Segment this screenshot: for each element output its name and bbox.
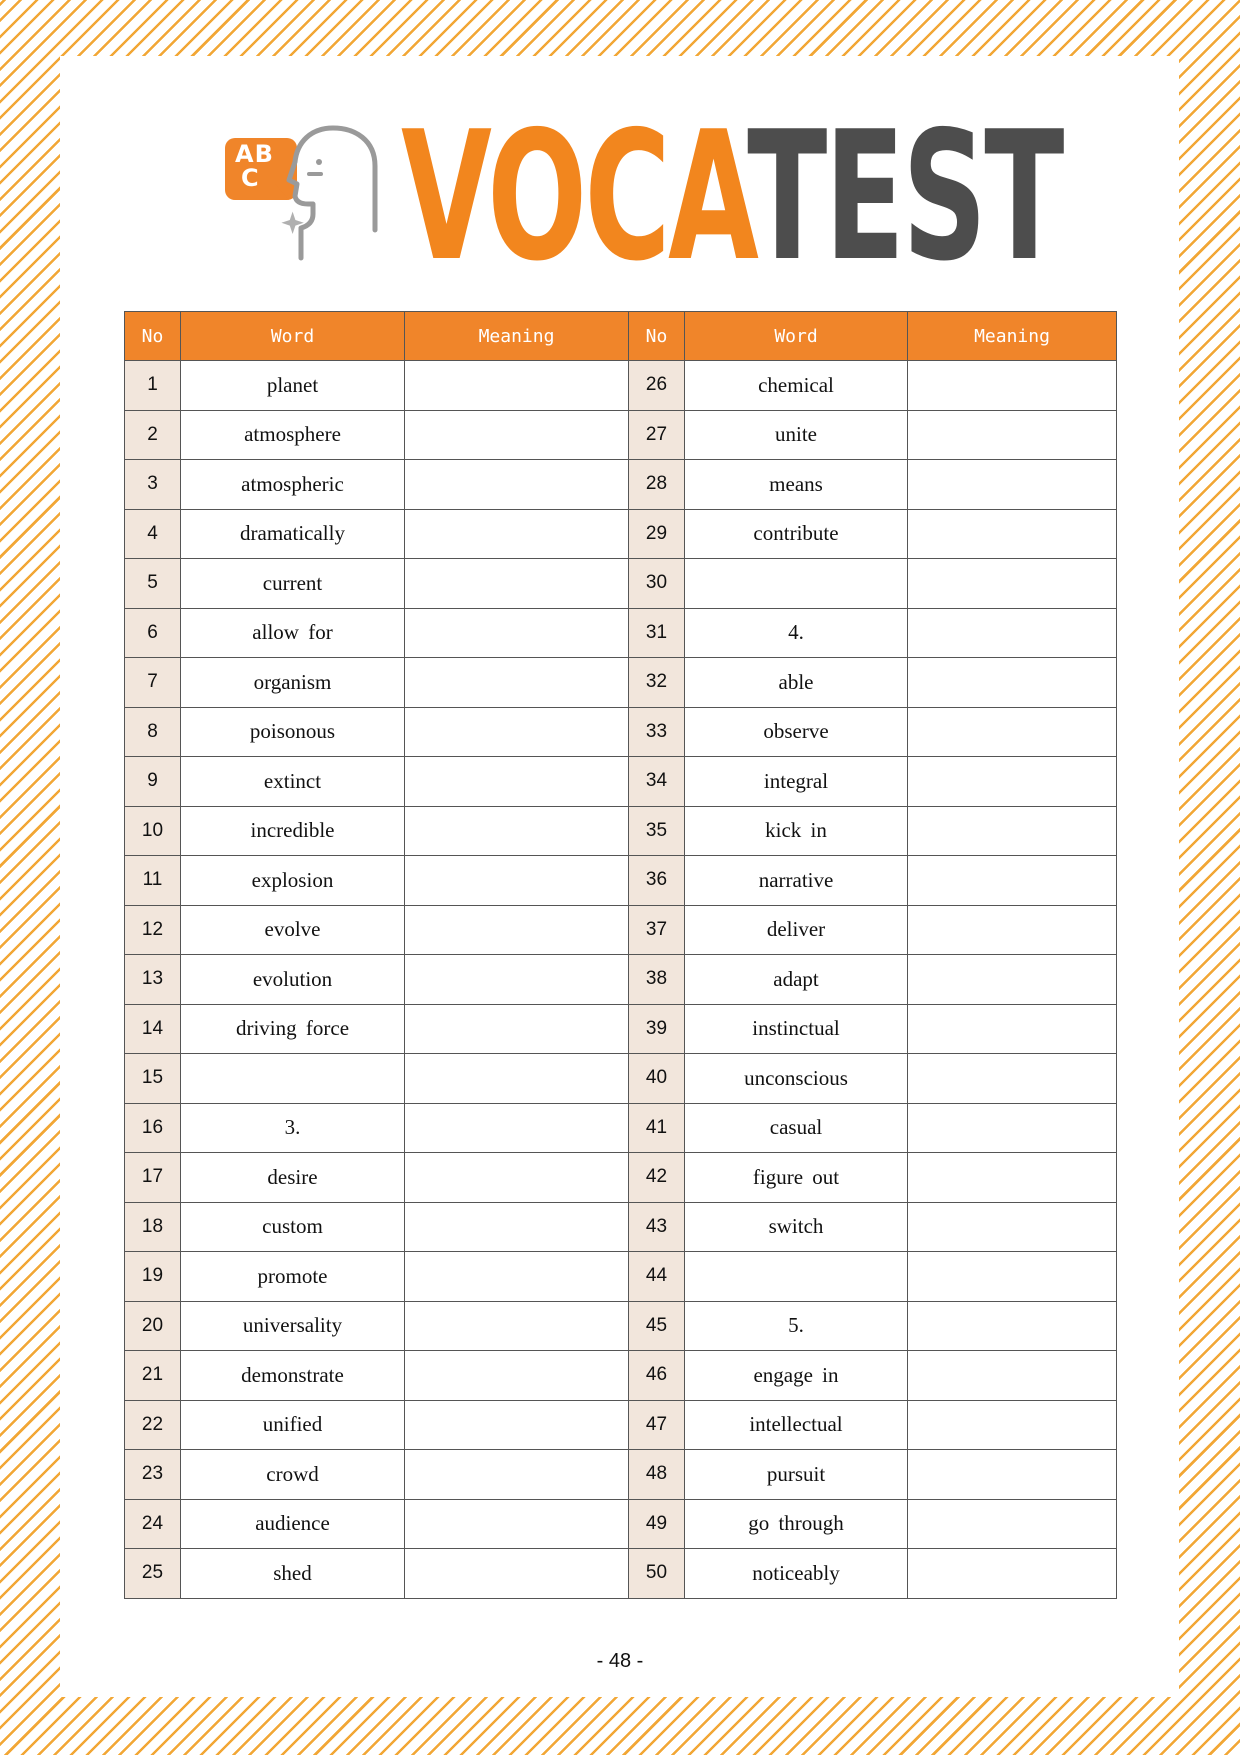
word-number-cell: 22	[125, 1400, 181, 1450]
word-cell: evolution	[181, 955, 405, 1005]
word-number-cell: 20	[125, 1301, 181, 1351]
table-row	[125, 559, 1117, 609]
meaning-answer-cell[interactable]	[908, 1351, 1117, 1401]
word-cell: universality	[181, 1301, 405, 1351]
meaning-answer-cell[interactable]	[405, 1351, 629, 1401]
meaning-answer-cell[interactable]	[908, 509, 1117, 559]
meaning-answer-cell[interactable]	[405, 1450, 629, 1500]
table-header-row	[125, 312, 1117, 361]
word-cell: kick in	[685, 806, 908, 856]
word-number-cell: 45	[629, 1301, 685, 1351]
meaning-answer-cell[interactable]	[908, 1252, 1117, 1302]
meaning-answer-cell[interactable]	[908, 559, 1117, 609]
meaning-answer-cell[interactable]	[405, 1549, 629, 1599]
word-cell: atmospheric	[181, 460, 405, 510]
vocatest-title	[401, 93, 1062, 300]
column-header-word: Word	[685, 312, 908, 361]
word-cell: 4.	[685, 608, 908, 658]
word-number-cell: 42	[629, 1153, 685, 1203]
meaning-answer-cell[interactable]	[908, 806, 1117, 856]
table-row	[125, 410, 1117, 460]
meaning-answer-cell[interactable]	[908, 1202, 1117, 1252]
word-cell: allow for	[181, 608, 405, 658]
table-row	[125, 608, 1117, 658]
table-row	[125, 658, 1117, 708]
column-header-word: Word	[181, 312, 405, 361]
word-number-cell: 21	[125, 1351, 181, 1401]
meaning-answer-cell[interactable]	[908, 757, 1117, 807]
meaning-answer-cell[interactable]	[908, 410, 1117, 460]
meaning-answer-cell[interactable]	[908, 1301, 1117, 1351]
word-cell: poisonous	[181, 707, 405, 757]
word-number-cell: 25	[125, 1549, 181, 1599]
word-cell: noticeably	[685, 1549, 908, 1599]
word-number-cell: 47	[629, 1400, 685, 1450]
meaning-answer-cell[interactable]	[405, 905, 629, 955]
meaning-answer-cell[interactable]	[908, 1103, 1117, 1153]
word-number-cell: 28	[629, 460, 685, 510]
meaning-answer-cell[interactable]	[908, 1153, 1117, 1203]
word-number-cell: 12	[125, 905, 181, 955]
word-number-cell: 29	[629, 509, 685, 559]
word-number-cell: 18	[125, 1202, 181, 1252]
table-row	[125, 1103, 1117, 1153]
word-cell: narrative	[685, 856, 908, 906]
word-cell: pursuit	[685, 1450, 908, 1500]
page-number: - 48 -	[596, 1650, 644, 1672]
word-cell: extinct	[181, 757, 405, 807]
word-number-cell: 31	[629, 608, 685, 658]
table-row	[125, 1450, 1117, 1500]
table-row	[125, 509, 1117, 559]
column-header-no: No	[629, 312, 685, 361]
word-number-cell: 39	[629, 1004, 685, 1054]
column-header-meaning: Meaning	[405, 312, 629, 361]
meaning-answer-cell[interactable]	[405, 559, 629, 609]
word-cell: shed	[181, 1549, 405, 1599]
word-number-cell: 11	[125, 856, 181, 906]
word-number-cell: 27	[629, 410, 685, 460]
word-number-cell: 33	[629, 707, 685, 757]
word-number-cell: 43	[629, 1202, 685, 1252]
meaning-answer-cell[interactable]	[908, 361, 1117, 411]
word-cell: crowd	[181, 1450, 405, 1500]
word-cell	[685, 559, 908, 609]
word-number-cell: 8	[125, 707, 181, 757]
meaning-answer-cell[interactable]	[405, 1202, 629, 1252]
meaning-answer-cell[interactable]	[405, 460, 629, 510]
word-number-cell: 26	[629, 361, 685, 411]
word-cell: go through	[685, 1499, 908, 1549]
meaning-answer-cell[interactable]	[405, 608, 629, 658]
word-number-cell: 7	[125, 658, 181, 708]
vocatest-logo	[225, 93, 1062, 300]
meaning-answer-cell[interactable]	[405, 1153, 629, 1203]
table-row	[125, 1054, 1117, 1104]
word-cell: explosion	[181, 856, 405, 906]
word-number-cell: 17	[125, 1153, 181, 1203]
word-cell: engage in	[685, 1351, 908, 1401]
word-cell: promote	[181, 1252, 405, 1302]
table-row	[125, 1153, 1117, 1203]
meaning-answer-cell[interactable]	[405, 1103, 629, 1153]
meaning-answer-cell[interactable]	[908, 1004, 1117, 1054]
meaning-answer-cell[interactable]	[405, 806, 629, 856]
word-cell: contribute	[685, 509, 908, 559]
meaning-answer-cell[interactable]	[908, 658, 1117, 708]
word-cell: adapt	[685, 955, 908, 1005]
meaning-answer-cell[interactable]	[405, 1004, 629, 1054]
word-cell: desire	[181, 1153, 405, 1203]
meaning-answer-cell[interactable]	[908, 856, 1117, 906]
word-number-cell: 1	[125, 361, 181, 411]
word-cell	[181, 1054, 405, 1104]
table-row	[125, 757, 1117, 807]
word-cell: chemical	[685, 361, 908, 411]
word-number-cell: 19	[125, 1252, 181, 1302]
word-cell: casual	[685, 1103, 908, 1153]
word-number-cell: 32	[629, 658, 685, 708]
word-number-cell: 49	[629, 1499, 685, 1549]
word-number-cell: 6	[125, 608, 181, 658]
word-number-cell: 50	[629, 1549, 685, 1599]
table-row	[125, 460, 1117, 510]
meaning-answer-cell[interactable]	[405, 509, 629, 559]
meaning-answer-cell[interactable]	[405, 707, 629, 757]
vocabulary-table	[124, 311, 1117, 1599]
table-row	[125, 1499, 1117, 1549]
word-number-cell: 9	[125, 757, 181, 807]
table-row	[125, 955, 1117, 1005]
word-cell: driving force	[181, 1004, 405, 1054]
word-cell: unite	[685, 410, 908, 460]
word-number-cell: 23	[125, 1450, 181, 1500]
table-row	[125, 1351, 1117, 1401]
meaning-answer-cell[interactable]	[908, 1549, 1117, 1599]
meaning-answer-cell[interactable]	[405, 361, 629, 411]
meaning-answer-cell[interactable]	[908, 1054, 1117, 1104]
table-row	[125, 707, 1117, 757]
word-cell: current	[181, 559, 405, 609]
word-number-cell: 2	[125, 410, 181, 460]
meaning-answer-cell[interactable]	[405, 410, 629, 460]
word-cell: atmosphere	[181, 410, 405, 460]
head-silhouette-icon	[263, 122, 383, 272]
title-voca: VOCA	[401, 93, 748, 300]
meaning-answer-cell[interactable]	[405, 1301, 629, 1351]
meaning-answer-cell[interactable]	[405, 1499, 629, 1549]
meaning-answer-cell[interactable]	[405, 856, 629, 906]
table-row	[125, 1252, 1117, 1302]
table-row	[125, 1400, 1117, 1450]
word-number-cell: 3	[125, 460, 181, 510]
meaning-answer-cell[interactable]	[405, 1054, 629, 1104]
word-number-cell: 16	[125, 1103, 181, 1153]
word-cell: audience	[181, 1499, 405, 1549]
table-body	[125, 361, 1117, 1599]
meaning-answer-cell[interactable]	[908, 707, 1117, 757]
word-cell: custom	[181, 1202, 405, 1252]
word-cell: integral	[685, 757, 908, 807]
word-number-cell: 14	[125, 1004, 181, 1054]
word-cell: unconscious	[685, 1054, 908, 1104]
word-cell: 5.	[685, 1301, 908, 1351]
word-cell: demonstrate	[181, 1351, 405, 1401]
badge-line-2: C	[241, 164, 260, 192]
word-number-cell: 34	[629, 757, 685, 807]
table-row	[125, 856, 1117, 906]
meaning-answer-cell[interactable]	[405, 757, 629, 807]
word-number-cell: 13	[125, 955, 181, 1005]
word-cell: evolve	[181, 905, 405, 955]
word-number-cell: 44	[629, 1252, 685, 1302]
word-cell: instinctual	[685, 1004, 908, 1054]
word-cell: 3.	[181, 1103, 405, 1153]
meaning-answer-cell[interactable]	[908, 460, 1117, 510]
word-number-cell: 48	[629, 1450, 685, 1500]
word-number-cell: 40	[629, 1054, 685, 1104]
meaning-answer-cell[interactable]	[405, 658, 629, 708]
table-row	[125, 1202, 1117, 1252]
table-row	[125, 1301, 1117, 1351]
meaning-answer-cell[interactable]	[908, 955, 1117, 1005]
table-row	[125, 1004, 1117, 1054]
meaning-answer-cell[interactable]	[908, 1450, 1117, 1500]
word-cell: means	[685, 460, 908, 510]
table-row	[125, 806, 1117, 856]
word-number-cell: 38	[629, 955, 685, 1005]
word-cell	[685, 1252, 908, 1302]
word-cell: intellectual	[685, 1400, 908, 1450]
word-number-cell: 35	[629, 806, 685, 856]
table-row	[125, 905, 1117, 955]
table-row	[125, 1549, 1117, 1599]
word-number-cell: 36	[629, 856, 685, 906]
badge-line-1: AB	[235, 140, 274, 168]
word-cell: incredible	[181, 806, 405, 856]
meaning-answer-cell[interactable]	[405, 1252, 629, 1302]
word-number-cell: 24	[125, 1499, 181, 1549]
word-cell: planet	[181, 361, 405, 411]
title-test: TEST	[747, 93, 1062, 300]
column-header-no: No	[125, 312, 181, 361]
word-number-cell: 30	[629, 559, 685, 609]
word-cell: able	[685, 658, 908, 708]
word-number-cell: 15	[125, 1054, 181, 1104]
meaning-answer-cell[interactable]	[405, 955, 629, 1005]
meaning-answer-cell[interactable]	[908, 1499, 1117, 1549]
word-cell: deliver	[685, 905, 908, 955]
word-cell: unified	[181, 1400, 405, 1450]
meaning-answer-cell[interactable]	[908, 905, 1117, 955]
word-number-cell: 10	[125, 806, 181, 856]
word-cell: figure out	[685, 1153, 908, 1203]
word-cell: observe	[685, 707, 908, 757]
meaning-answer-cell[interactable]	[908, 1400, 1117, 1450]
table-row	[125, 361, 1117, 411]
word-cell: organism	[181, 658, 405, 708]
word-cell: switch	[685, 1202, 908, 1252]
word-cell: dramatically	[181, 509, 405, 559]
word-number-cell: 5	[125, 559, 181, 609]
meaning-answer-cell[interactable]	[405, 1400, 629, 1450]
column-header-meaning: Meaning	[908, 312, 1117, 361]
word-number-cell: 46	[629, 1351, 685, 1401]
word-number-cell: 37	[629, 905, 685, 955]
word-number-cell: 41	[629, 1103, 685, 1153]
meaning-answer-cell[interactable]	[908, 608, 1117, 658]
word-number-cell: 4	[125, 509, 181, 559]
